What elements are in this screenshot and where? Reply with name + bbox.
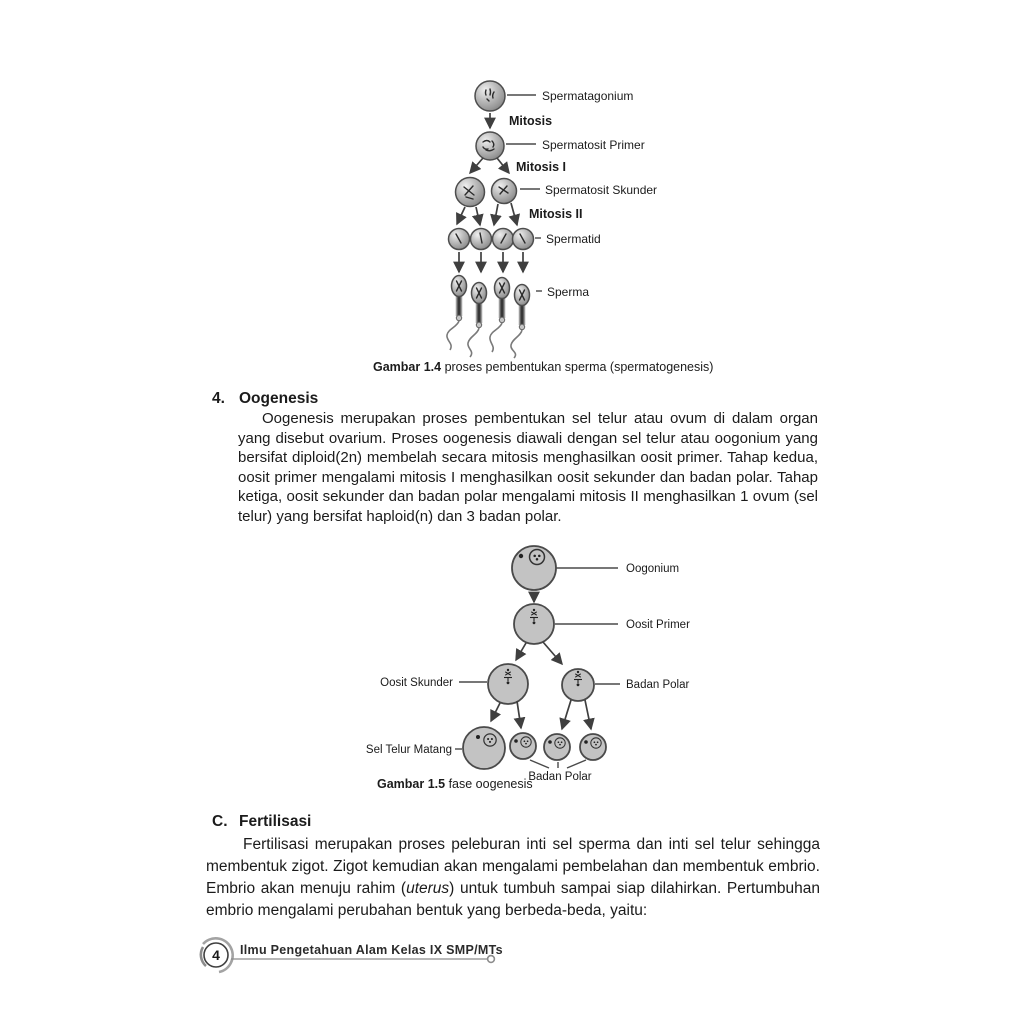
label-mitosis: Mitosis (509, 114, 553, 128)
figure-1-5-caption-label: Gambar 1.5 (377, 777, 446, 791)
figure-1-4-caption-label: Gambar 1.4 (373, 360, 442, 374)
figure-1-5-caption-text: fase oogenesis (445, 777, 533, 791)
badan-polar-small-cells (510, 733, 606, 760)
fertilisasi-section-heading (212, 813, 311, 831)
badan-polar-right-cell (562, 669, 594, 701)
oosit-primer-cell (514, 604, 554, 644)
label-badan-polar-right: Badan Polar (626, 679, 690, 691)
spermatocyte-primer-cell (476, 132, 504, 160)
oogenesis-diagram (350, 540, 700, 795)
figure-1-5-caption (377, 777, 533, 791)
label-badan-polar-bottom: Badan Polar (528, 771, 592, 783)
label-mitosis-ii: Mitosis II (529, 207, 583, 221)
fertilisasi-section-letter: C. (212, 813, 228, 830)
oogenesis-paragraph: Oogenesis merupakan proses pembentukan sel telur atau ovum di dalam organ yang disebut ovarium. Proses oogenesis diawali dengan sel telur atau oogonium yang bersifat diploid(2n) membelah secara mitosis menghasilkan oosit primer. Tahap kedua, oosit primer mengalami mitosis I menghasilkan oosit sekunder dan badan polar. Tahap ketiga, oosit sekunder dan badan polar mengalami mitosis II menghasilkan 1 ovum (sel telur) yang bersifat haploid(n) dan 3 badan polar. (238, 410, 818, 525)
label-spermatagonium: Spermatagonium (542, 89, 634, 103)
oogonium-cell (512, 546, 556, 590)
sperm-3 (490, 278, 510, 353)
figure-1-4-caption-text: proses pembentukan sperma (spermatogenesis) (441, 360, 714, 374)
label-oosit-skunder: Oosit Skunder (380, 677, 453, 689)
sel-telur-matang-cell (463, 727, 505, 769)
spermatogonium-cell (475, 81, 505, 111)
spermatid-cells (449, 229, 534, 250)
spermatocyte-skunder-cells (456, 178, 517, 207)
oosit-skunder-cell (488, 664, 528, 704)
spermatogenesis-diagram (425, 78, 685, 363)
sperm-cells (447, 276, 530, 359)
label-oogonium: Oogonium (626, 563, 680, 575)
fertilisasi-paragraph-part1: Fertilisasi merupakan proses peleburan inti sel sperma dan inti sel telur sehingga membentuk zigot. Zigot kemudian akan mengalami pembelahan dan membentuk embrio. Embrio akan menuju rahim ( (206, 836, 820, 897)
oogenesis-section-number: 4. (212, 390, 225, 407)
figure-1-4-caption (373, 360, 713, 374)
label-sperma: Sperma (547, 285, 590, 299)
fertilisasi-paragraph (206, 834, 820, 922)
footer-book-title: Ilmu Pengetahuan Alam Kelas IX SMP/MTs (240, 943, 503, 957)
sperm-2 (468, 283, 487, 358)
fertilisasi-paragraph-italic: uterus (406, 879, 450, 897)
label-spermatosit-primer: Spermatosit Primer (542, 138, 645, 152)
oogenesis-section-heading (212, 390, 318, 408)
label-spermatid: Spermatid (546, 232, 601, 246)
label-oosit-primer: Oosit Primer (626, 619, 690, 631)
label-sel-telur-matang: Sel Telur Matang (365, 744, 452, 756)
oogenesis-section-title: Oogenesis (239, 390, 319, 407)
fertilisasi-section-title: Fertilisasi (239, 813, 312, 830)
sperm-4 (511, 285, 530, 359)
fertilisasi-paragraph-part2: ) untuk tumbuh sampai siap dilahirkan. Pertumbuhan embrio mengalami perubahan bentuk yang berbeda-beda, yaitu: (206, 879, 820, 919)
page-number: 4 (212, 947, 220, 963)
label-spermatosit-skunder: Spermatosit Skunder (545, 183, 658, 197)
label-mitosis-i: Mitosis I (516, 160, 567, 174)
sperm-1 (447, 276, 467, 351)
